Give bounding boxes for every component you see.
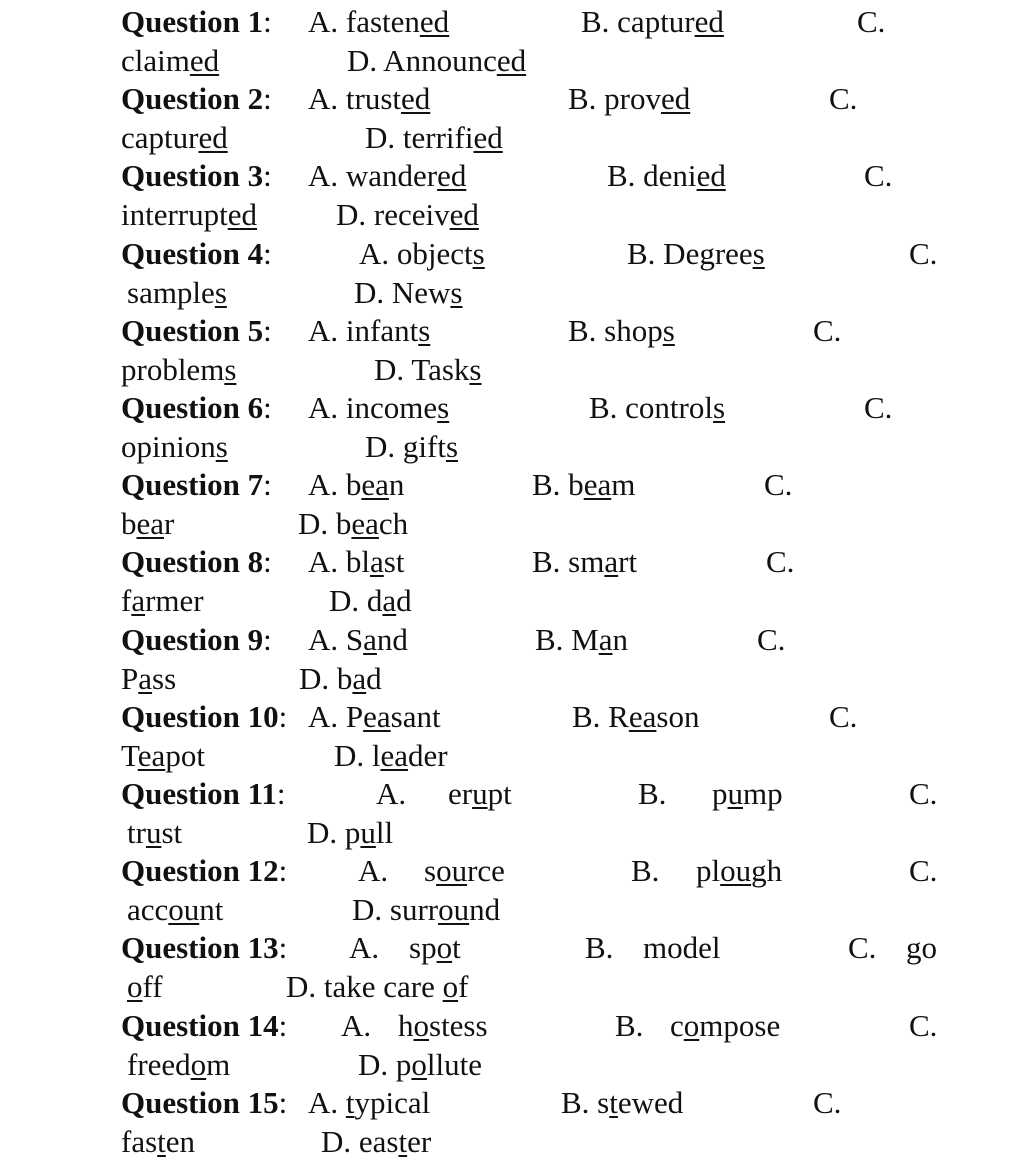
question-number: Question 15 <box>121 1085 279 1120</box>
underlined-sound: a <box>598 622 613 657</box>
option-text: st <box>383 544 405 579</box>
question-label: Question 6: <box>121 390 280 425</box>
answer-option <box>631 852 659 890</box>
underlined-sound: ed <box>661 81 691 116</box>
underlined-sound: s <box>450 275 463 310</box>
option-text: s <box>424 853 437 888</box>
answer-option <box>813 1084 841 1122</box>
answer-option <box>308 157 466 195</box>
option-text: B. <box>638 776 667 811</box>
underlined-sound: t <box>398 1124 408 1159</box>
answer-option <box>448 775 512 813</box>
option-text: C. <box>909 1008 938 1043</box>
option-text: C. <box>813 1085 842 1120</box>
question-number: Question 2 <box>121 81 264 116</box>
answer-option <box>321 1123 431 1161</box>
underlined-sound: ea <box>137 738 166 773</box>
option-text: A. bl <box>308 544 370 579</box>
question-number: Question 10 <box>121 699 279 734</box>
answer-option <box>121 196 257 234</box>
option-text: son <box>656 699 700 734</box>
underlined-sound: a <box>370 544 384 579</box>
underlined-sound: ed <box>694 4 724 39</box>
answer-option <box>696 852 782 890</box>
answer-option <box>127 1046 230 1084</box>
underlined-sound: ed <box>496 43 527 78</box>
answer-option <box>409 929 461 967</box>
question-number: Question 4 <box>121 236 264 271</box>
answer-option <box>299 660 382 698</box>
option-text: st <box>161 815 183 850</box>
option-text: rmer <box>145 583 204 618</box>
answer-option <box>307 814 393 852</box>
option-text: P <box>121 661 139 696</box>
question-label: Question 15: <box>121 1085 295 1120</box>
option-text: ypical <box>354 1085 431 1120</box>
answer-option <box>121 660 176 698</box>
answer-option <box>121 42 219 80</box>
option-text: ss <box>152 661 177 696</box>
option-text: en <box>165 1124 196 1159</box>
option-text: C. <box>829 699 858 734</box>
option-text: opinion <box>121 429 216 464</box>
underlined-sound: ea <box>351 506 379 541</box>
option-text: B. <box>615 1008 644 1043</box>
option-text: D. p <box>307 815 361 850</box>
option-text: sample <box>127 275 215 310</box>
answer-option <box>906 929 937 967</box>
question-label: Question 1: <box>121 4 280 39</box>
option-text: C. <box>909 236 938 271</box>
option-text: A. infant <box>308 313 419 348</box>
answer-option <box>766 543 794 581</box>
option-text: B. sm <box>532 544 605 579</box>
question-label: Question 4: <box>121 236 280 271</box>
option-text: B. R <box>572 699 629 734</box>
option-text: pl <box>696 853 721 888</box>
answer-option <box>712 775 783 813</box>
question-number: Question 7 <box>121 467 264 502</box>
answer-option <box>358 1046 482 1084</box>
answer-option <box>627 235 765 273</box>
answer-option <box>638 775 666 813</box>
option-text: B. b <box>532 467 584 502</box>
answer-option <box>359 235 485 273</box>
underlined-sound: s <box>469 352 482 387</box>
underlined-sound: o <box>127 969 143 1004</box>
question-number: Question 1 <box>121 4 264 39</box>
option-text: D. terrifi <box>365 120 474 155</box>
option-text: fas <box>121 1124 158 1159</box>
underlined-sound: s <box>214 275 227 310</box>
option-text: A. <box>349 930 380 965</box>
answer-option <box>336 196 479 234</box>
answer-option <box>121 428 228 466</box>
question-label: Question 7: <box>121 467 280 502</box>
option-text: pot <box>165 738 205 773</box>
underlined-sound: s <box>418 313 431 348</box>
option-text: freed <box>127 1047 191 1082</box>
answer-option <box>308 698 441 736</box>
option-text: interrupt <box>121 197 228 232</box>
option-text: er <box>407 1124 432 1159</box>
option-text: r <box>164 506 175 541</box>
answer-option <box>581 3 724 41</box>
question-label: Question 8: <box>121 544 280 579</box>
option-text: f <box>121 583 132 618</box>
option-text: D. b <box>299 661 353 696</box>
question-label: Question 9: <box>121 622 280 657</box>
option-text: C. <box>766 544 795 579</box>
option-text: captur <box>121 120 199 155</box>
option-text: n <box>388 467 405 502</box>
option-text: A. S <box>308 622 364 657</box>
answer-option <box>341 1007 371 1045</box>
option-text: A. <box>358 853 389 888</box>
underlined-sound: o <box>436 930 453 965</box>
answer-option <box>308 1084 430 1122</box>
answer-option <box>308 312 430 350</box>
answer-option <box>365 119 503 157</box>
option-text: A. b <box>308 467 362 502</box>
option-text: d <box>396 583 412 618</box>
underlined-sound: ed <box>198 120 228 155</box>
answer-option <box>909 235 937 273</box>
option-text: B. control <box>589 390 713 425</box>
answer-option <box>532 466 635 504</box>
answer-option <box>121 1123 195 1161</box>
underlined-sound: ed <box>419 4 450 39</box>
underlined-sound: o <box>190 1047 207 1082</box>
underlined-sound: s <box>224 352 237 387</box>
option-text: t <box>452 930 461 965</box>
underlined-sound: s <box>215 429 228 464</box>
answer-option <box>424 852 505 890</box>
underlined-sound: ou <box>438 892 470 927</box>
underlined-sound: a <box>604 544 619 579</box>
option-text: ch <box>378 506 409 541</box>
option-text: ff <box>142 969 163 1004</box>
underlined-sound: a <box>138 661 153 696</box>
answer-option <box>813 312 841 350</box>
underlined-sound: ed <box>449 197 479 232</box>
option-text: D. eas <box>321 1124 399 1159</box>
question-label: Question 2: <box>121 81 280 116</box>
option-text: B. deni <box>607 158 697 193</box>
underlined-sound: ed <box>401 81 431 116</box>
answer-option <box>568 80 690 118</box>
option-text: ll <box>375 815 394 850</box>
option-text: A. fasten <box>308 4 420 39</box>
option-text: D. l <box>334 738 381 773</box>
answer-option <box>127 274 227 312</box>
underlined-sound: ea <box>628 699 657 734</box>
option-text: A. <box>341 1008 372 1043</box>
underlined-sound: s <box>713 390 726 425</box>
underlined-sound: ed <box>696 158 726 193</box>
option-text: B. captur <box>581 4 695 39</box>
answer-option <box>643 929 721 967</box>
option-text: A. <box>308 1085 346 1120</box>
option-text: p <box>712 776 728 811</box>
option-text: C. <box>764 467 793 502</box>
option-text: nd <box>469 892 501 927</box>
option-text: D. d <box>329 583 383 618</box>
question-number: Question 3 <box>121 158 264 193</box>
option-text: T <box>121 738 138 773</box>
answer-option <box>127 968 163 1006</box>
question-label: Question 12: <box>121 853 295 888</box>
option-text: C. <box>909 853 938 888</box>
option-text: D. b <box>298 506 352 541</box>
option-text: pt <box>487 776 512 811</box>
option-text: D. gift <box>365 429 446 464</box>
question-label: Question 10: <box>121 699 295 734</box>
answer-option <box>607 157 726 195</box>
option-text: sp <box>409 930 437 965</box>
underlined-sound: ed <box>227 197 258 232</box>
option-text: C. <box>848 930 877 965</box>
option-text: nt <box>199 892 224 927</box>
underlined-sound: a <box>131 583 146 618</box>
answer-option <box>572 698 699 736</box>
answer-option <box>670 1007 780 1045</box>
underlined-sound: ea <box>363 699 391 734</box>
answer-option <box>909 1007 937 1045</box>
answer-option <box>374 351 482 389</box>
question-number: Question 13 <box>121 930 279 965</box>
option-text: A. wander <box>308 158 438 193</box>
option-text: c <box>670 1008 684 1043</box>
underlined-sound: a <box>352 661 367 696</box>
option-text: sant <box>390 699 441 734</box>
underlined-sound: ed <box>473 120 503 155</box>
underlined-sound: o <box>683 1008 700 1043</box>
option-text: nd <box>376 622 408 657</box>
option-text: A. P <box>308 699 364 734</box>
option-text: rt <box>618 544 638 579</box>
answer-option <box>864 157 892 195</box>
underlined-sound: u <box>360 815 376 850</box>
underlined-sound: a <box>382 583 397 618</box>
option-text: gh <box>751 853 783 888</box>
option-text: D. New <box>354 275 451 310</box>
option-text: h <box>398 1008 414 1043</box>
option-text: mpose <box>699 1008 781 1043</box>
answer-option <box>308 466 404 504</box>
answer-option <box>535 621 628 659</box>
underlined-sound: t <box>345 1085 355 1120</box>
question-number: Question 14 <box>121 1008 279 1043</box>
question-label: Question 3: <box>121 158 280 193</box>
question-number: Question 12 <box>121 853 279 888</box>
answer-option <box>532 543 637 581</box>
option-text: C. <box>864 390 893 425</box>
option-text: der <box>408 738 448 773</box>
answer-option <box>764 466 792 504</box>
option-text: C. <box>857 4 886 39</box>
option-text: ewed <box>617 1085 684 1120</box>
underlined-sound: u <box>727 776 743 811</box>
option-text: D. Announc <box>347 43 497 78</box>
underlined-sound: ed <box>189 43 220 78</box>
underlined-sound: s <box>437 390 450 425</box>
underlined-sound: ou <box>436 853 468 888</box>
option-text: B. <box>585 930 614 965</box>
answer-option <box>398 1007 488 1045</box>
option-text: er <box>448 776 473 811</box>
answer-option <box>848 929 876 967</box>
underlined-sound: o <box>413 1008 429 1043</box>
answer-option <box>334 737 448 775</box>
question-number: Question 11 <box>121 776 277 811</box>
option-text: stess <box>429 1008 488 1043</box>
option-text: A. trust <box>308 81 401 116</box>
answer-option <box>358 852 388 890</box>
option-text: b <box>121 506 137 541</box>
answer-option <box>308 80 430 118</box>
underlined-sound: o <box>442 969 459 1004</box>
option-text: B. <box>631 853 660 888</box>
question-number: Question 8 <box>121 544 264 579</box>
option-text: C. <box>909 776 938 811</box>
question-label: Question 13: <box>121 930 295 965</box>
answer-option <box>864 389 892 427</box>
option-text: acc <box>127 892 169 927</box>
answer-option <box>909 852 937 890</box>
option-text: A. income <box>308 390 438 425</box>
option-text: llute <box>426 1047 482 1082</box>
answer-option <box>121 737 205 775</box>
option-text: B. shop <box>568 313 663 348</box>
answer-option <box>127 814 182 852</box>
answer-option <box>308 621 408 659</box>
underlined-sound: ea <box>380 738 409 773</box>
option-text: B. s <box>561 1085 610 1120</box>
answer-option <box>354 274 463 312</box>
answer-option <box>121 505 174 543</box>
answer-option <box>589 389 725 427</box>
underlined-sound: u <box>472 776 488 811</box>
question-label: Question 5: <box>121 313 280 348</box>
option-text: A. object <box>359 236 473 271</box>
underlined-sound: ea <box>361 467 389 502</box>
answer-option <box>568 312 675 350</box>
underlined-sound: o <box>411 1047 427 1082</box>
option-text: m <box>611 467 636 502</box>
option-text: d <box>366 661 382 696</box>
option-text: C. <box>829 81 858 116</box>
option-text: A. <box>376 776 407 811</box>
option-text: tr <box>127 815 146 850</box>
underlined-sound: t <box>157 1124 166 1159</box>
answer-option <box>585 929 613 967</box>
underlined-sound: s <box>752 236 765 271</box>
answer-option <box>757 621 785 659</box>
option-text: B. Degree <box>627 236 753 271</box>
option-text: m <box>206 1047 231 1082</box>
underlined-sound: ea <box>583 467 612 502</box>
question-label: Question 11: <box>121 776 294 811</box>
answer-option <box>308 543 404 581</box>
option-text: D. surr <box>352 892 439 927</box>
answer-option <box>121 351 236 389</box>
question-number: Question 9 <box>121 622 264 657</box>
option-text: D. receiv <box>336 197 450 232</box>
answer-option <box>298 505 408 543</box>
underlined-sound: ou <box>168 892 200 927</box>
underlined-sound: ou <box>720 853 752 888</box>
option-text: go <box>906 930 937 965</box>
option-text: C. <box>757 622 786 657</box>
option-text: claim <box>121 43 190 78</box>
answer-option <box>308 389 449 427</box>
option-text: B. prov <box>568 81 661 116</box>
underlined-sound: s <box>662 313 675 348</box>
question-label: Question 14: <box>121 1008 295 1043</box>
option-text: C. <box>813 313 842 348</box>
answer-option <box>909 775 937 813</box>
option-text: mp <box>743 776 783 811</box>
answer-option <box>308 3 449 41</box>
option-text: n <box>612 622 629 657</box>
underlined-sound: s <box>445 429 459 464</box>
option-text: D. p <box>358 1047 412 1082</box>
option-text: model <box>643 930 721 965</box>
underlined-sound: ea <box>136 506 165 541</box>
option-text: C. <box>864 158 893 193</box>
option-text: problem <box>121 352 225 387</box>
answer-option <box>286 968 468 1006</box>
underlined-sound: u <box>145 815 162 850</box>
answer-option <box>615 1007 643 1045</box>
answer-option <box>376 775 406 813</box>
answer-option <box>829 80 857 118</box>
option-text: f <box>458 969 469 1004</box>
option-text: rce <box>467 853 505 888</box>
underlined-sound: a <box>363 622 377 657</box>
answer-option <box>329 582 412 620</box>
answer-option <box>121 582 204 620</box>
answer-option <box>127 891 223 929</box>
answer-option <box>365 428 458 466</box>
answer-option <box>857 3 885 41</box>
answer-option <box>349 929 379 967</box>
underlined-sound: ed <box>437 158 467 193</box>
option-text: B. M <box>535 622 599 657</box>
underlined-sound: s <box>472 236 485 271</box>
question-number: Question 6 <box>121 390 264 425</box>
option-text: D. take care <box>286 969 443 1004</box>
answer-option <box>121 119 228 157</box>
answer-option <box>561 1084 683 1122</box>
option-text: D. Task <box>374 352 470 387</box>
answer-option <box>352 891 500 929</box>
answer-option <box>829 698 857 736</box>
underlined-sound: t <box>609 1085 618 1120</box>
answer-option <box>347 42 526 80</box>
question-number: Question 5 <box>121 313 264 348</box>
